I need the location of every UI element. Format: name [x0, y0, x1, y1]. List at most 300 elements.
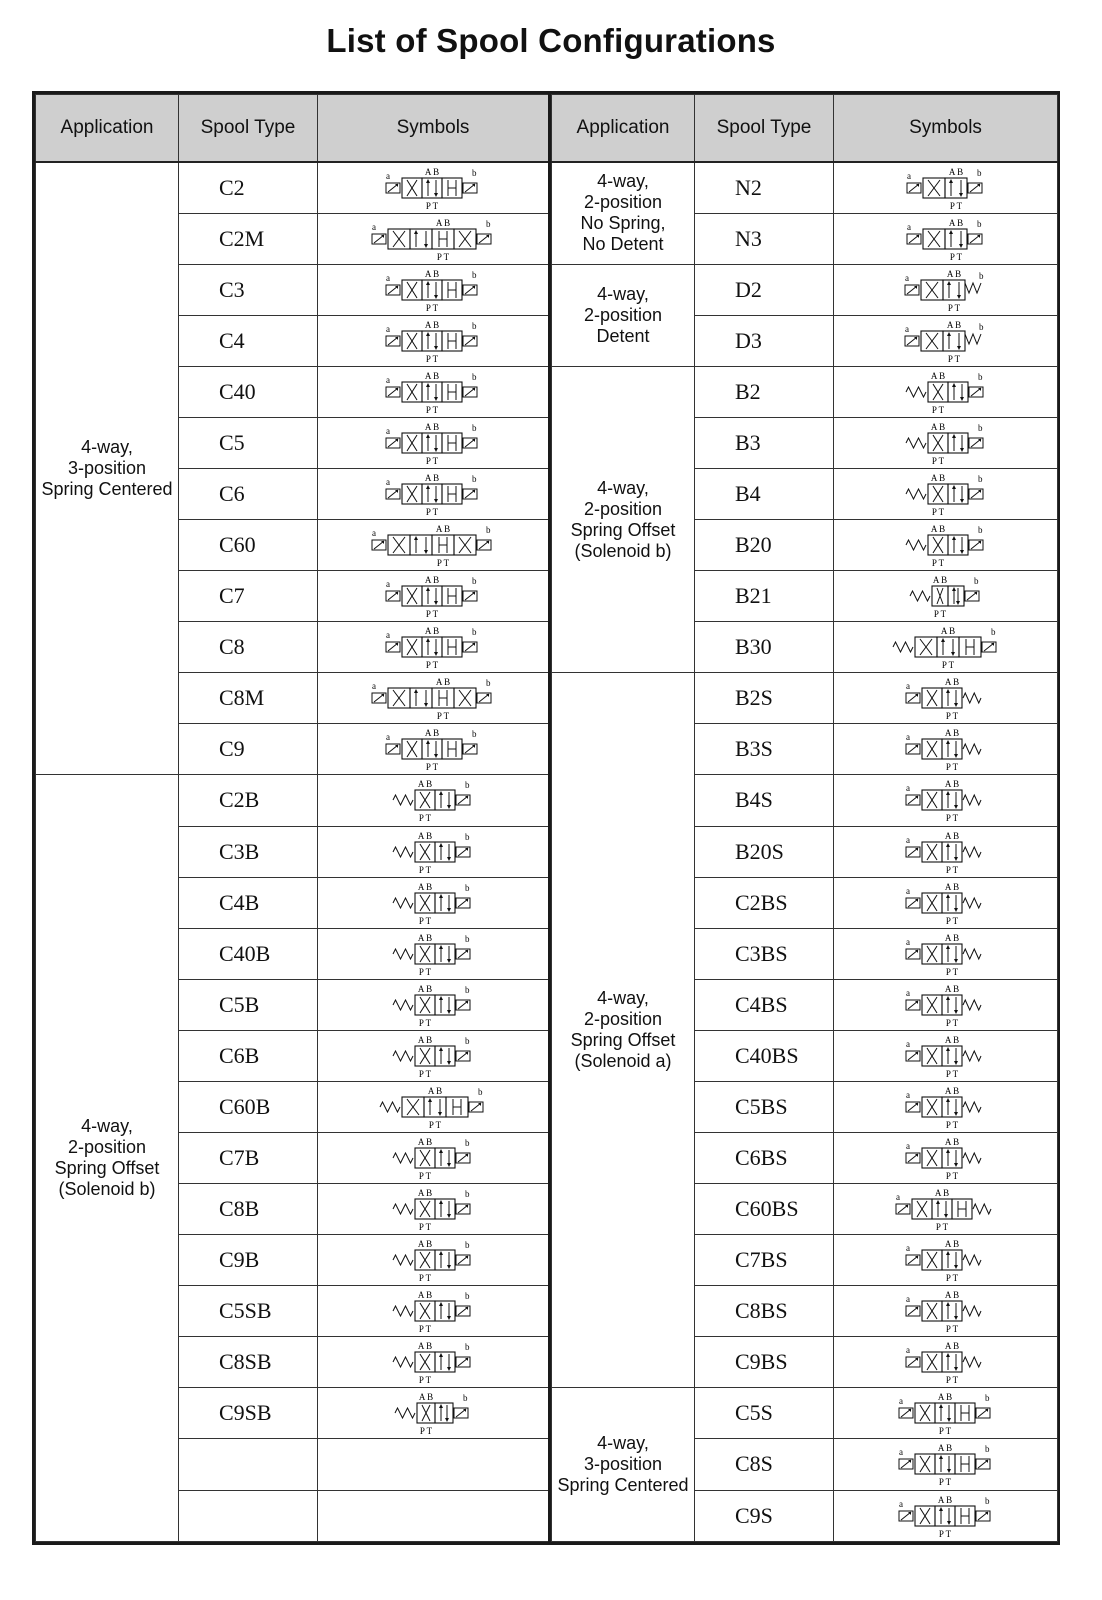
spool-type-cell: B21 — [695, 571, 834, 622]
valve-symbol-icon — [391, 1339, 475, 1385]
svg-text:a: a — [905, 885, 910, 896]
svg-text:P T: P T — [945, 966, 958, 977]
valve-symbol-icon — [905, 165, 987, 211]
header-application: Application — [552, 95, 695, 163]
svg-text:A B: A B — [937, 1494, 952, 1505]
svg-text:A B: A B — [937, 1443, 952, 1454]
svg-text:A B: A B — [946, 319, 961, 330]
symbol-cell — [834, 1081, 1058, 1132]
svg-text:A B: A B — [417, 932, 433, 943]
svg-text:A B: A B — [944, 1290, 959, 1301]
svg-text:P T: P T — [418, 1017, 432, 1028]
svg-text:a: a — [904, 272, 909, 283]
svg-text:b: b — [486, 678, 491, 689]
spool-type-cell: C60 — [179, 520, 318, 571]
svg-text:a: a — [898, 1498, 903, 1509]
spool-type-cell: D3 — [695, 315, 834, 366]
svg-text:a: a — [905, 732, 910, 743]
svg-text:P T: P T — [418, 966, 432, 977]
svg-text:b: b — [472, 474, 477, 484]
application-cell — [552, 366, 695, 672]
valve-symbol-icon — [904, 1237, 988, 1283]
svg-text:A B: A B — [930, 421, 945, 432]
symbol-cell — [318, 979, 549, 1030]
symbol-cell — [318, 1286, 549, 1337]
valve-symbol-icon — [384, 471, 482, 517]
svg-text:a: a — [905, 1089, 910, 1100]
valve-symbol-icon — [904, 1084, 988, 1130]
svg-text:a: a — [905, 987, 910, 998]
valve-symbol-icon — [391, 982, 475, 1028]
svg-text:P T: P T — [949, 251, 962, 262]
svg-text:P T: P T — [425, 660, 439, 671]
spool-type-cell — [179, 1490, 318, 1541]
svg-text:A B: A B — [417, 1239, 433, 1250]
spool-type-cell — [179, 1439, 318, 1490]
valve-symbol-icon — [384, 267, 482, 313]
spool-type-cell: C2 — [179, 162, 318, 213]
svg-text:P T: P T — [933, 609, 946, 620]
svg-text:P T: P T — [418, 1068, 432, 1079]
svg-text:A B: A B — [937, 1392, 952, 1403]
valve-symbol-icon — [904, 522, 988, 568]
svg-text:A B: A B — [944, 881, 959, 892]
valve-symbol-icon — [391, 1186, 475, 1232]
svg-text:a: a — [386, 272, 390, 283]
symbol-cell — [318, 1235, 549, 1286]
svg-text:b: b — [472, 576, 477, 587]
svg-text:P T: P T — [418, 1171, 432, 1182]
valve-symbol-icon — [370, 522, 496, 568]
svg-text:b: b — [976, 167, 981, 178]
application-text: 2-position — [583, 192, 663, 213]
svg-text:A B: A B — [948, 217, 963, 228]
svg-text:A B: A B — [417, 1188, 433, 1199]
spool-type-cell: B2 — [695, 366, 834, 417]
application-text: No Detent — [582, 234, 664, 255]
svg-text:P T: P T — [945, 762, 958, 773]
symbol-cell — [318, 1132, 549, 1183]
svg-text:b: b — [465, 831, 470, 842]
symbol-cell — [834, 571, 1058, 622]
svg-text:b: b — [984, 1444, 989, 1455]
svg-text:P T: P T — [436, 251, 450, 262]
spool-table-frame — [32, 91, 1060, 1545]
svg-text:b: b — [486, 218, 491, 229]
spool-type-cell: C9 — [179, 724, 318, 775]
spool-type-cell: C4B — [179, 877, 318, 928]
application-text: (Solenoid a) — [574, 1051, 672, 1072]
svg-text:b: b — [976, 218, 981, 229]
application-text: Spring Offset — [570, 1030, 676, 1051]
svg-text:P T: P T — [947, 302, 960, 313]
application-text: 2-position — [583, 498, 663, 519]
svg-text:a: a — [898, 1447, 903, 1458]
header-application: Application — [36, 95, 179, 163]
valve-symbol-icon — [904, 675, 988, 721]
svg-text:a: a — [372, 221, 376, 232]
svg-text:b: b — [472, 422, 477, 433]
svg-text:P T: P T — [945, 1119, 958, 1130]
valve-symbol-icon — [393, 1390, 473, 1436]
svg-text:a: a — [386, 477, 390, 487]
svg-text:P T: P T — [938, 1426, 951, 1437]
spool-type-cell: C5SB — [179, 1286, 318, 1337]
spool-type-cell: C5S — [695, 1388, 834, 1439]
spool-table-left — [35, 94, 549, 1542]
symbol-cell — [318, 622, 549, 673]
svg-text:P T: P T — [418, 1324, 432, 1335]
spool-type-cell: C2M — [179, 213, 318, 264]
svg-text:A B: A B — [930, 370, 945, 381]
svg-text:A B: A B — [417, 983, 433, 994]
svg-text:A B: A B — [417, 830, 433, 841]
symbol-cell — [318, 928, 549, 979]
valve-symbol-icon — [904, 829, 988, 875]
svg-text:P T: P T — [945, 1324, 958, 1335]
symbol-cell — [318, 826, 549, 877]
valve-symbol-icon — [384, 573, 482, 619]
symbol-cell — [834, 1235, 1058, 1286]
svg-text:P T: P T — [945, 1017, 958, 1028]
valve-symbol-icon — [904, 726, 988, 772]
svg-text:A B: A B — [424, 268, 440, 279]
spool-type-cell: B3S — [695, 724, 834, 775]
symbol-cell — [834, 1490, 1058, 1541]
symbol-cell — [834, 724, 1058, 775]
symbol-cell — [834, 417, 1058, 468]
spool-type-cell: C7BS — [695, 1235, 834, 1286]
application-cell — [36, 775, 179, 1542]
spool-type-cell: C3B — [179, 826, 318, 877]
spool-type-cell: B30 — [695, 622, 834, 673]
svg-text:P T: P T — [949, 200, 962, 211]
application-text: Spring Centered — [557, 1475, 689, 1496]
svg-text:a: a — [905, 936, 910, 947]
application-text: 4-way, — [81, 437, 133, 458]
spool-type-cell: B2S — [695, 673, 834, 724]
svg-text:P T: P T — [945, 1375, 958, 1386]
application-cell — [552, 673, 695, 1388]
application-cell — [552, 264, 695, 366]
spool-type-cell: C3 — [179, 264, 318, 315]
valve-symbol-icon — [904, 1288, 988, 1334]
svg-text:P T: P T — [436, 711, 450, 722]
svg-text:b: b — [990, 627, 995, 638]
application-cell — [552, 1388, 695, 1542]
svg-text:A B: A B — [944, 1239, 959, 1250]
svg-text:a: a — [905, 834, 910, 845]
valve-symbol-icon — [904, 777, 988, 823]
svg-text:P T: P T — [418, 864, 432, 875]
spool-type-cell: C8BS — [695, 1286, 834, 1337]
svg-text:b: b — [486, 525, 491, 536]
symbol-cell — [834, 162, 1058, 213]
symbol-cell — [834, 1388, 1058, 1439]
header-spool-type: Spool Type — [695, 95, 834, 163]
svg-text:a: a — [386, 630, 390, 641]
table-row — [552, 162, 1058, 213]
table-row — [36, 162, 549, 213]
table-row — [36, 775, 549, 826]
svg-text:P T: P T — [931, 507, 944, 517]
symbol-cell — [834, 1439, 1058, 1490]
svg-text:a: a — [386, 374, 390, 385]
svg-text:P T: P T — [418, 915, 432, 926]
spool-type-cell: C40 — [179, 366, 318, 417]
symbol-cell — [318, 264, 549, 315]
spool-type-cell: C5 — [179, 417, 318, 468]
svg-text:b: b — [984, 1495, 989, 1506]
svg-text:P T: P T — [945, 1171, 958, 1182]
svg-text:a: a — [386, 425, 390, 436]
valve-symbol-icon — [904, 982, 988, 1028]
symbol-cell — [834, 213, 1058, 264]
svg-text:P T: P T — [931, 455, 944, 466]
svg-text:b: b — [465, 933, 470, 944]
valve-symbol-icon — [904, 1135, 988, 1181]
svg-text:a: a — [386, 323, 390, 334]
valve-symbol-icon — [391, 1033, 475, 1079]
application-text: 4-way, — [597, 171, 649, 192]
svg-text:P T: P T — [425, 200, 439, 211]
svg-text:A B: A B — [417, 1290, 433, 1301]
svg-text:A B: A B — [435, 217, 451, 228]
svg-text:b: b — [472, 371, 477, 382]
svg-text:A B: A B — [944, 983, 959, 994]
svg-text:A B: A B — [435, 677, 451, 688]
symbol-cell — [834, 775, 1058, 826]
table-row — [552, 673, 1058, 724]
svg-text:A B: A B — [946, 268, 961, 279]
valve-symbol-icon — [904, 1033, 988, 1079]
svg-text:a: a — [905, 783, 910, 794]
svg-text:P T: P T — [425, 762, 439, 773]
svg-text:A B: A B — [944, 677, 959, 688]
symbol-cell — [318, 1490, 549, 1541]
svg-text:a: a — [906, 221, 911, 232]
svg-text:A B: A B — [930, 524, 945, 535]
svg-text:A B: A B — [948, 166, 963, 177]
symbol-cell — [318, 468, 549, 519]
header-spool-type: Spool Type — [179, 95, 318, 163]
svg-text:P T: P T — [425, 353, 439, 364]
svg-text:P T: P T — [945, 915, 958, 926]
svg-text:A B: A B — [417, 881, 433, 892]
valve-symbol-icon — [391, 880, 475, 926]
svg-text:b: b — [465, 1291, 470, 1302]
symbol-cell — [834, 979, 1058, 1030]
header-symbols: Symbols — [318, 95, 549, 163]
svg-text:b: b — [463, 1393, 468, 1404]
symbol-cell — [834, 928, 1058, 979]
application-cell — [552, 162, 695, 264]
valve-symbol-icon — [904, 931, 988, 977]
symbol-cell — [318, 213, 549, 264]
symbol-cell — [834, 1286, 1058, 1337]
spool-type-cell: C8S — [695, 1439, 834, 1490]
spool-type-cell: C2BS — [695, 877, 834, 928]
svg-text:A B: A B — [944, 830, 959, 841]
svg-text:P T: P T — [935, 1222, 948, 1233]
application-text: 4-way, — [597, 1433, 649, 1454]
svg-text:P T: P T — [425, 507, 439, 517]
symbol-cell — [834, 366, 1058, 417]
symbol-cell — [834, 1337, 1058, 1388]
svg-text:b: b — [973, 576, 978, 587]
spool-type-cell: C8M — [179, 673, 318, 724]
svg-text:P T: P T — [931, 558, 944, 569]
spool-type-cell: C7 — [179, 571, 318, 622]
spool-type-cell: C2B — [179, 775, 318, 826]
valve-symbol-icon — [894, 1186, 998, 1232]
symbol-cell — [834, 264, 1058, 315]
symbol-cell — [318, 877, 549, 928]
valve-symbol-icon — [908, 573, 984, 619]
application-cell — [36, 162, 179, 775]
spool-type-cell: C6B — [179, 1030, 318, 1081]
svg-text:b: b — [472, 167, 477, 178]
application-text: 4-way, — [597, 477, 649, 498]
svg-text:A B: A B — [424, 319, 440, 330]
svg-text:P T: P T — [418, 1222, 432, 1233]
valve-symbol-icon — [905, 216, 987, 262]
symbol-cell — [318, 1439, 549, 1490]
svg-text:P T: P T — [938, 1528, 951, 1539]
symbol-cell — [318, 417, 549, 468]
symbol-cell — [318, 1081, 549, 1132]
svg-text:b: b — [465, 1189, 470, 1200]
valve-symbol-icon — [903, 318, 989, 364]
svg-text:A B: A B — [944, 779, 959, 790]
svg-text:a: a — [905, 1243, 910, 1254]
svg-text:P T: P T — [425, 302, 439, 313]
spool-type-cell: C8 — [179, 622, 318, 673]
svg-text:a: a — [372, 681, 376, 692]
application-text: Spring Offset — [54, 1158, 160, 1179]
spool-type-cell: C8B — [179, 1184, 318, 1235]
svg-text:P T: P T — [428, 1119, 442, 1130]
valve-symbol-icon — [378, 1084, 488, 1130]
symbol-cell — [318, 1184, 549, 1235]
svg-text:b: b — [472, 729, 477, 740]
spool-type-cell: N2 — [695, 162, 834, 213]
symbol-cell — [834, 1132, 1058, 1183]
application-text: Spring Centered — [41, 479, 173, 500]
spool-type-cell: C4BS — [695, 979, 834, 1030]
svg-text:b: b — [478, 1086, 483, 1097]
symbol-cell — [318, 315, 549, 366]
symbol-cell — [834, 520, 1058, 571]
svg-text:A B: A B — [424, 370, 440, 381]
svg-text:A B: A B — [417, 1341, 433, 1352]
symbol-cell — [318, 1030, 549, 1081]
svg-text:A B: A B — [427, 1085, 443, 1096]
valve-symbol-icon — [897, 1390, 995, 1436]
table-row — [552, 366, 1058, 417]
svg-text:A B: A B — [940, 626, 955, 637]
svg-text:b: b — [978, 270, 983, 281]
svg-text:a: a — [372, 528, 376, 539]
header-symbols: Symbols — [834, 95, 1058, 163]
valve-symbol-icon — [391, 931, 475, 977]
svg-text:a: a — [904, 323, 909, 334]
svg-text:b: b — [984, 1393, 989, 1404]
svg-text:A B: A B — [417, 1137, 433, 1148]
application-text: 2-position — [67, 1137, 147, 1158]
spool-table-right — [551, 94, 1058, 1542]
symbol-cell — [318, 162, 549, 213]
svg-text:A B: A B — [934, 1188, 949, 1199]
spool-type-cell: N3 — [695, 213, 834, 264]
valve-symbol-icon — [384, 165, 482, 211]
valve-symbol-icon — [904, 420, 988, 466]
spool-type-cell: B20 — [695, 520, 834, 571]
symbol-cell — [318, 1337, 549, 1388]
svg-text:b: b — [472, 627, 477, 638]
svg-text:a: a — [905, 1294, 910, 1305]
spool-type-cell: C60BS — [695, 1184, 834, 1235]
svg-text:b: b — [472, 320, 477, 331]
svg-text:A B: A B — [435, 524, 451, 535]
valve-symbol-icon — [904, 880, 988, 926]
application-text: 3-position — [583, 1454, 663, 1475]
spool-type-cell: C4 — [179, 315, 318, 366]
spool-type-cell: C40B — [179, 928, 318, 979]
valve-symbol-icon — [904, 471, 988, 517]
svg-text:a: a — [905, 681, 910, 692]
application-text: 3-position — [67, 458, 147, 479]
table-row — [552, 1388, 1058, 1439]
spool-type-cell: C7B — [179, 1132, 318, 1183]
symbol-cell — [318, 571, 549, 622]
application-text: 2-position — [583, 1009, 663, 1030]
symbol-cell — [834, 315, 1058, 366]
valve-symbol-icon — [384, 726, 482, 772]
spool-type-cell: D2 — [695, 264, 834, 315]
spool-type-cell: B20S — [695, 826, 834, 877]
svg-text:b: b — [465, 1342, 470, 1353]
svg-text:b: b — [465, 780, 470, 791]
symbol-cell — [318, 1388, 549, 1439]
svg-text:b: b — [465, 984, 470, 995]
svg-text:A B: A B — [424, 728, 440, 739]
svg-text:b: b — [465, 1138, 470, 1149]
valve-symbol-icon — [903, 267, 989, 313]
svg-text:P T: P T — [418, 813, 432, 824]
symbol-cell — [834, 1030, 1058, 1081]
table-row — [552, 264, 1058, 315]
symbol-cell — [318, 366, 549, 417]
svg-text:a: a — [905, 1141, 910, 1152]
valve-symbol-icon — [891, 624, 1001, 670]
svg-text:A B: A B — [417, 779, 433, 790]
spool-type-cell: C6 — [179, 468, 318, 519]
svg-text:P T: P T — [436, 558, 450, 569]
symbol-cell — [318, 673, 549, 724]
application-text: Spring Offset — [570, 519, 676, 540]
svg-text:P T: P T — [425, 609, 439, 620]
svg-text:P T: P T — [945, 711, 958, 722]
svg-text:A B: A B — [944, 1085, 959, 1096]
valve-symbol-icon — [897, 1441, 995, 1487]
symbol-cell — [834, 1184, 1058, 1235]
svg-text:a: a — [386, 170, 390, 181]
spool-type-cell: B4 — [695, 468, 834, 519]
spool-type-cell: C9B — [179, 1235, 318, 1286]
svg-text:b: b — [977, 474, 982, 484]
spool-type-cell: C60B — [179, 1081, 318, 1132]
